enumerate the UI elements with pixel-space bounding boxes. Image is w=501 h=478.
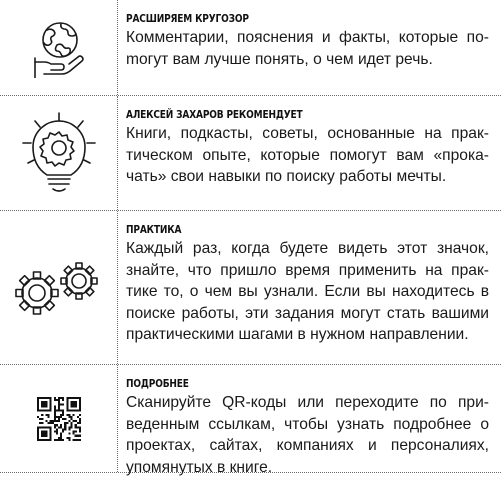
text-cell xyxy=(126,12,489,70)
text-cell xyxy=(126,223,489,346)
icon-cell xyxy=(0,365,118,472)
globe-in-hand-icon xyxy=(31,18,87,78)
legend-row-practice xyxy=(0,210,501,364)
legend-row-details xyxy=(0,364,501,476)
legend-row-horizons xyxy=(0,0,501,95)
section-heading: ПРАКТИКА xyxy=(126,223,182,236)
section-heading: РАСШИРЯЕМ КРУГОЗОР xyxy=(126,12,249,25)
qr-code-icon xyxy=(37,397,81,441)
text-cell xyxy=(126,108,489,188)
gears-icon xyxy=(15,261,103,315)
section-description: Комментарии, пояснения и факты, которые поmогут вам лучше понять, о чем идет речь. xyxy=(126,29,489,68)
icon-cell xyxy=(0,96,118,210)
lightbulb-gear-icon xyxy=(21,111,97,195)
text-cell xyxy=(126,377,489,478)
legend-row-recommends xyxy=(0,95,501,210)
section-heading: ПОДРОБНЕЕ xyxy=(126,377,189,390)
icon-cell xyxy=(0,0,118,95)
section-heading: АЛЕКСЕЙ ЗАХАРОВ РЕКОМЕНДУЕТ xyxy=(126,108,303,121)
icon-cell xyxy=(0,211,118,364)
section-description: Книги, подкасты, советы, основанные на практическом опыте, которые помогут вам «прокачать» свои навыки по поиску работы мечты. xyxy=(126,125,489,185)
section-description: Сканируйте QR-коды или переходите по приведенным ссылкам, чтобы узнать подробнее о проектах, сайтах, компаниях и персоналиях, упомянутых в книге. xyxy=(126,394,489,476)
section-description: Каждый раз, когда будете видеть этот значок, знайте, что пришло время применить на практике то, о чем вы узнали. Если вы находитесь в поиске работы, эти задания могут стать вашими практическими шагами в нужном направлении. xyxy=(126,240,489,343)
